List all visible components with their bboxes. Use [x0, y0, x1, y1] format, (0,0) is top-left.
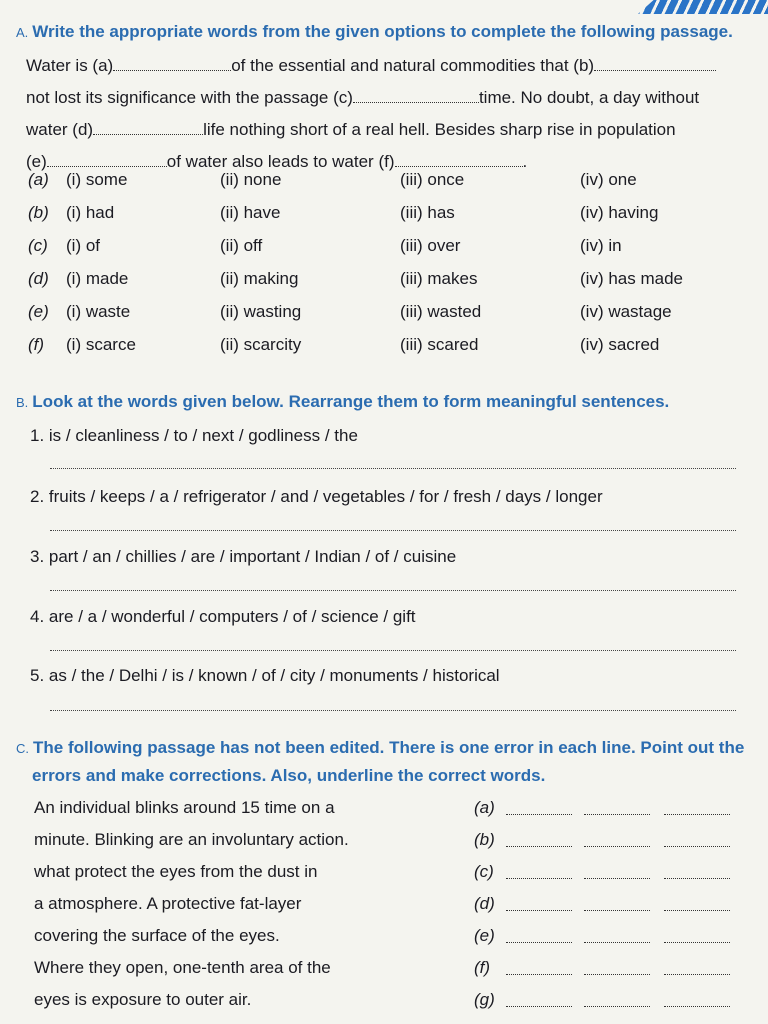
- error-line: [34, 830, 734, 860]
- correction-blank[interactable]: [584, 942, 650, 943]
- rearrange-item-2: 2. fruits / keeps / a / refrigerator / and / vegetables / for / fresh / days / longer: [30, 487, 603, 506]
- blank-c[interactable]: [353, 88, 479, 103]
- underline-blank[interactable]: [664, 878, 730, 879]
- passage-text: .: [522, 152, 528, 171]
- error-line-key: (d): [474, 894, 495, 913]
- option-2[interactable]: (ii) none: [220, 170, 282, 189]
- option-row: [28, 203, 748, 236]
- error-blank[interactable]: [506, 910, 572, 911]
- passage-text: not lost its significance with the passage (c): [26, 88, 353, 107]
- answer-line-2[interactable]: [50, 530, 736, 531]
- passage-text: Water is (a): [26, 56, 114, 75]
- section-b-heading-text: Look at the words given below. Rearrange them to form meaningful sentences.: [32, 392, 670, 411]
- section-c-label: C.: [16, 741, 29, 756]
- passage-text: (e): [26, 152, 47, 171]
- rearrange-item-3: 3. part / an / chillies / are / important / Indian / of / cuisine: [30, 547, 457, 566]
- error-line-key: (a): [474, 798, 495, 817]
- option-key: (a): [28, 170, 49, 189]
- error-blank[interactable]: [506, 942, 572, 943]
- options-table: [28, 170, 748, 368]
- section-b-heading: [16, 392, 669, 412]
- error-line-text: Where they open, one-tenth area of the: [34, 958, 331, 977]
- error-line-key: (g): [474, 990, 495, 1009]
- option-row: [28, 269, 748, 302]
- passage-line: [26, 82, 746, 114]
- option-key: (e): [28, 302, 49, 321]
- option-2[interactable]: (ii) making: [220, 269, 299, 288]
- blank-b[interactable]: [594, 56, 716, 71]
- option-1[interactable]: (i) scarce: [66, 335, 136, 354]
- answer-line-5[interactable]: [50, 710, 736, 711]
- passage-text: of water also leads to water (f): [166, 152, 395, 171]
- error-line-text: minute. Blinking are an involuntary action.: [34, 830, 349, 849]
- section-b-label: B.: [16, 395, 29, 410]
- error-line: [34, 862, 734, 892]
- option-key: (c): [28, 236, 48, 255]
- error-line-text: eyes is exposure to outer air.: [34, 990, 252, 1009]
- correction-blank[interactable]: [584, 1006, 650, 1007]
- error-blank[interactable]: [506, 974, 572, 975]
- answer-line-4[interactable]: [50, 650, 736, 651]
- underline-blank[interactable]: [664, 942, 730, 943]
- error-line: [34, 926, 734, 956]
- error-line-text: what protect the eyes from the dust in: [34, 862, 318, 881]
- option-2[interactable]: (ii) have: [220, 203, 281, 222]
- section-c-heading-text: The following passage has not been edited. There is one error in each line. Point out the: [33, 738, 745, 757]
- option-3[interactable]: (iii) wasted: [400, 302, 482, 321]
- underline-blank[interactable]: [664, 846, 730, 847]
- option-key: (b): [28, 203, 49, 222]
- option-row: [28, 302, 748, 335]
- blank-a[interactable]: [113, 56, 231, 71]
- underline-blank[interactable]: [664, 814, 730, 815]
- error-line-key: (b): [474, 830, 495, 849]
- option-4[interactable]: (iv) wastage: [580, 302, 672, 321]
- option-1[interactable]: (i) had: [66, 203, 115, 222]
- option-1[interactable]: (i) some: [66, 170, 128, 189]
- option-2[interactable]: (ii) wasting: [220, 302, 302, 321]
- correction-blank[interactable]: [584, 974, 650, 975]
- error-line: [34, 798, 734, 828]
- option-row: [28, 335, 748, 368]
- blank-f[interactable]: [395, 152, 523, 167]
- error-line: [34, 990, 734, 1020]
- error-blank[interactable]: [506, 846, 572, 847]
- passage-text: of the essential and natural commodities that (b): [231, 56, 595, 75]
- option-4[interactable]: (iv) in: [580, 236, 622, 255]
- option-1[interactable]: (i) of: [66, 236, 100, 255]
- passage-text: time. No doubt, a day without: [478, 88, 700, 107]
- blank-d[interactable]: [93, 120, 203, 135]
- correction-blank[interactable]: [584, 814, 650, 815]
- rearrange-item-4: 4. are / a / wonderful / computers / of / science / gift: [30, 607, 416, 626]
- option-4[interactable]: (iv) has made: [580, 269, 683, 288]
- correction-blank[interactable]: [584, 846, 650, 847]
- option-1[interactable]: (i) waste: [66, 302, 131, 321]
- error-blank[interactable]: [506, 814, 572, 815]
- section-a-heading-text: Write the appropriate words from the given options to complete the following passage.: [32, 22, 733, 41]
- passage-text: life nothing short of a real hell. Besides sharp rise in population: [203, 120, 676, 139]
- section-c-heading-line2: errors and make corrections. Also, underline the correct words.: [32, 766, 546, 785]
- option-3[interactable]: (iii) has: [400, 203, 455, 222]
- underline-blank[interactable]: [664, 974, 730, 975]
- passage-text: water (d): [26, 120, 94, 139]
- passage-line: [26, 114, 746, 146]
- rearrange-item-1: 1. is / cleanliness / to / next / godliness / the: [30, 426, 358, 445]
- option-1[interactable]: (i) made: [66, 269, 129, 288]
- error-line: [34, 958, 734, 988]
- option-key: (f): [28, 335, 45, 354]
- error-line-text: covering the surface of the eyes.: [34, 926, 280, 945]
- error-line-text: a atmosphere. A protective fat-layer: [34, 894, 302, 913]
- rearrange-item-5: 5. as / the / Delhi / is / known / of / city / monuments / historical: [30, 666, 500, 685]
- correction-blank[interactable]: [584, 910, 650, 911]
- option-3[interactable]: (iii) once: [400, 170, 465, 189]
- option-4[interactable]: (iv) having: [580, 203, 659, 222]
- answer-line-1[interactable]: [50, 468, 736, 469]
- error-line-key: (f): [474, 958, 491, 977]
- option-2[interactable]: (ii) scarcity: [220, 335, 302, 354]
- error-line-key: (e): [474, 926, 495, 945]
- section-a-passage: [26, 50, 746, 178]
- section-a-heading: [16, 22, 733, 42]
- section-c-heading: [16, 738, 744, 758]
- blank-e[interactable]: [47, 152, 167, 167]
- underline-blank[interactable]: [664, 910, 730, 911]
- passage-line: [26, 50, 746, 82]
- option-3[interactable]: (iii) scared: [400, 335, 479, 354]
- answer-line-3[interactable]: [50, 590, 736, 591]
- error-blank[interactable]: [506, 1006, 572, 1007]
- underline-blank[interactable]: [664, 1006, 730, 1007]
- option-row: [28, 170, 748, 203]
- option-3[interactable]: (iii) over: [400, 236, 461, 255]
- correction-blank[interactable]: [584, 878, 650, 879]
- error-line: [34, 894, 734, 924]
- option-2[interactable]: (ii) off: [220, 236, 263, 255]
- error-line-text: An individual blinks around 15 time on a: [34, 798, 335, 817]
- option-3[interactable]: (iii) makes: [400, 269, 478, 288]
- error-line-key: (c): [474, 862, 494, 881]
- option-row: [28, 236, 748, 269]
- section-a-label: A.: [16, 25, 29, 40]
- option-key: (d): [28, 269, 49, 288]
- option-4[interactable]: (iv) one: [580, 170, 637, 189]
- error-blank[interactable]: [506, 878, 572, 879]
- option-4[interactable]: (iv) sacred: [580, 335, 660, 354]
